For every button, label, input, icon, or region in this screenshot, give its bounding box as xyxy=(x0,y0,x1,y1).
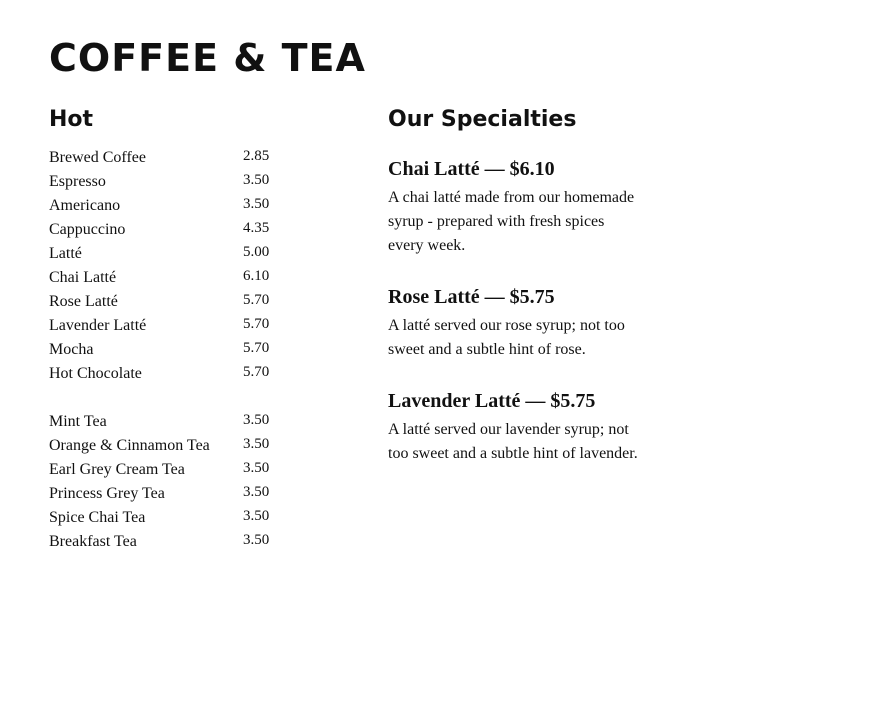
specialty-title: Chai Latté — $6.10 xyxy=(388,158,555,180)
page-title: COFFEE & TEA xyxy=(49,36,366,80)
specialty-item xyxy=(388,156,638,258)
menu-item-name: Orange & Cinnamon Tea xyxy=(49,437,210,454)
specialty-title: Lavender Latté — $5.75 xyxy=(388,390,596,412)
menu-item-price: 4.35 xyxy=(243,220,270,236)
menu-item-name: Brewed Coffee xyxy=(49,149,146,166)
menu-item xyxy=(49,506,309,530)
menu-item-name: Cappuccino xyxy=(49,221,126,238)
menu-item xyxy=(49,458,309,482)
menu-item-name: Americano xyxy=(49,197,121,214)
menu-item-price: 5.70 xyxy=(243,316,270,332)
menu-item xyxy=(49,194,309,218)
menu-item-price: 3.50 xyxy=(243,196,270,212)
menu-item-price: 2.85 xyxy=(243,148,270,164)
menu-item xyxy=(49,314,309,338)
menu-item-name: Lavender Latté xyxy=(49,317,147,334)
menu-item-name: Hot Chocolate xyxy=(49,365,142,382)
menu-item-name: Earl Grey Cream Tea xyxy=(49,461,185,478)
menu-item-price: 3.50 xyxy=(243,460,270,476)
specialty-item xyxy=(388,284,638,362)
menu-item-name: Espresso xyxy=(49,173,106,190)
menu-item xyxy=(49,482,309,506)
menu-item xyxy=(49,434,309,458)
specialty-description: A latté served our rose syrup; not too sweet and a subtle hint of rose. xyxy=(388,317,625,358)
menu-item xyxy=(49,530,309,554)
menu-item-name: Mint Tea xyxy=(49,413,107,430)
menu-item-price: 3.50 xyxy=(243,412,270,428)
menu-item-name: Princess Grey Tea xyxy=(49,485,165,502)
menu-item xyxy=(49,266,309,290)
menu-item-name: Breakfast Tea xyxy=(49,533,137,550)
menu-item-name: Latté xyxy=(49,245,82,262)
specialty-item xyxy=(388,388,638,466)
menu-item xyxy=(49,146,309,170)
menu-item xyxy=(49,290,309,314)
menu-item-price: 6.10 xyxy=(243,268,270,284)
menu-item xyxy=(49,170,309,194)
specialty-description: A latté served our lavender syrup; not too sweet and a subtle hint of lavender. xyxy=(388,421,638,462)
menu-item-price: 5.00 xyxy=(243,244,270,260)
menu-item-name: Spice Chai Tea xyxy=(49,509,146,526)
menu-item-name: Rose Latté xyxy=(49,293,118,310)
menu-item-price: 3.50 xyxy=(243,508,270,524)
specialty-description: A chai latté made from our homemade syrup - prepared with fresh spices every week. xyxy=(388,189,635,254)
specialties-heading: Our Specialties xyxy=(388,107,577,132)
menu-item-price: 3.50 xyxy=(243,484,270,500)
hot-menu-column xyxy=(49,106,309,554)
menu-item-name: Chai Latté xyxy=(49,269,117,286)
menu-item-price: 5.70 xyxy=(243,340,270,356)
specialty-title: Rose Latté — $5.75 xyxy=(388,286,555,308)
hot-heading: Hot xyxy=(49,107,94,132)
menu-item-price: 5.70 xyxy=(243,364,270,380)
menu-item-price: 3.50 xyxy=(243,172,270,188)
group-spacer xyxy=(49,386,309,410)
menu-item xyxy=(49,410,309,434)
menu-item xyxy=(49,218,309,242)
menu-item xyxy=(49,362,309,386)
specialties-column xyxy=(388,106,638,492)
menu-item xyxy=(49,242,309,266)
coffee-list xyxy=(49,146,309,386)
menu-item-name: Mocha xyxy=(49,341,94,358)
tea-list xyxy=(49,410,309,554)
menu-item-price: 5.70 xyxy=(243,292,270,308)
menu-item xyxy=(49,338,309,362)
menu-item-price: 3.50 xyxy=(243,436,270,452)
menu-item-price: 3.50 xyxy=(243,532,270,548)
